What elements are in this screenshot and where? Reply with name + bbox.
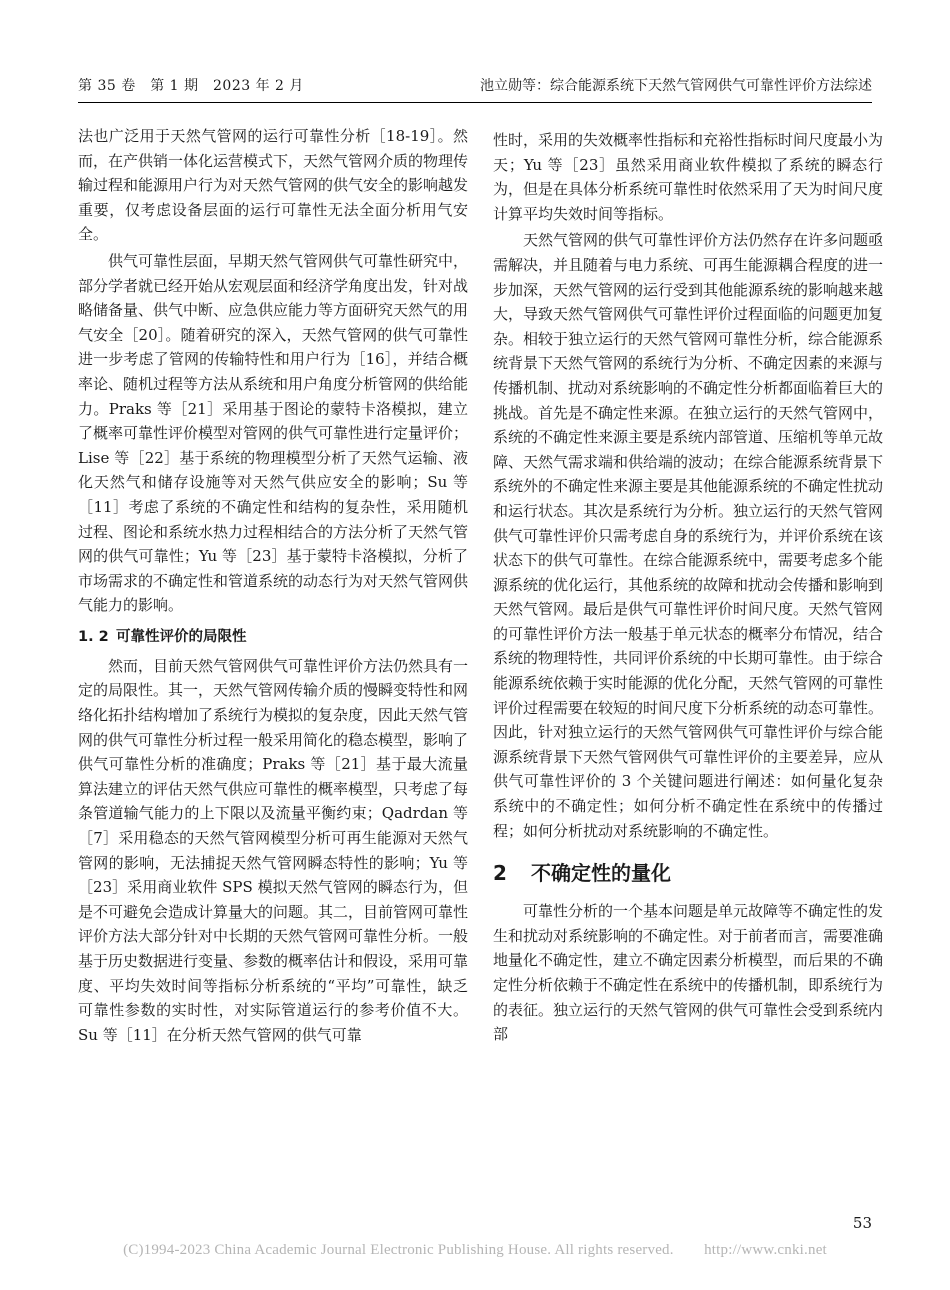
journal-issue-info: 第 35 卷 第 1 期 2023 年 2 月 [78, 78, 304, 94]
subsection-heading [78, 626, 468, 648]
subsection-number: 1. 2 [78, 628, 109, 645]
paragraph: 天然气管网的供气可靠性评价方法仍然存在许多问题亟需解决，并且随着与电力系统、可再生能源耦合程度的进一步加深，天然气管网的运行受到其他能源系统的影响越来越大，导致天然气管网供气可靠性评价过程面临的问题更加复杂。相较于独立运行的天然气管网可靠性分析，综合能源系统背景下天然气管网的系统行为分析、不确定因素的来源与传播机制、扰动对系统影响的不确定性分析都面临着巨大的挑战。首先是不确定性来源。在独立运行的天然气管网中，系统的不确定性来源主要是系统内部管道、压缩机等单元故障、天然气需求端和供给端的波动；在综合能源系统背景下系统外的不确定性来源主要是其他能源系统的不确定性扰动和运行状态。其次是系统行为分析。独立运行的天然气管网供气可靠性评价只需考虑自身的系统行为，并评价系统在该状态下的供气可靠性。在综合能源系统中，需要考虑多个能源系统的优化运行，其他系统的故障和扰动会传播和影响到天然气管网。最后是供气可靠性评价时间尺度。天然气管网的可靠性评价方法一般基于单元状态的概率分布情况，结合系统的物理特性，共同评价系统的中长期可靠性。由于综合能源系统依赖于实时能源的优化分配，天然气管网的可靠性评价过程需要在较短的时间尺度下分析系统的动态可靠性。因此，针对独立运行的天然气管网供气可靠性评价与综合能源系统背景下天然气管网供气可靠性评价的主要差异，应从供气可靠性评价的 3 个关键问题进行阐述：如何量化复杂系统中的不确定性；如何分析不确定性在系统中的传播过程；如何分析扰动对系统影响的不确定性。 [493, 231, 884, 840]
page-number: 53 [852, 1214, 872, 1232]
right-column [493, 128, 883, 1047]
paragraph: 可靠性分析的一个基本问题是单元故障等不确定性的发生和扰动对系统影响的不确定性。对于前者而言，需要准确地量化不确定性，建立不确定因素分析模型，而后果的不确定性分析依赖于不确定性在系统中的传播机制，即系统行为的表征。独立运行的天然气管网的供气可靠性会受到系统内部 [493, 902, 884, 1044]
copyright-footer: (C)1994-2023 China Academic Journal Electronic Publishing House. All rights reserved. http://www.cnki.net [123, 1242, 827, 1258]
section-number: 2 [493, 861, 507, 886]
running-header [78, 74, 872, 103]
article-running-title: 池立勋等：综合能源系统下天然气管网供气可靠性评价方法综述 [480, 78, 872, 94]
paragraph: 性时，采用的失效概率性指标和充裕性指标时间尺度最小为天；Yu 等［23］虽然采用商业软件模拟了系统的瞬态行为，但是在具体分析系统可靠性时依然采用了天为时间尺度计算平均失效时间等指标。 [493, 131, 884, 223]
paragraph: 供气可靠性层面，早期天然气管网供气可靠性研究中，部分学者就已经开始从宏观层面和经济学角度出发，针对战略储备量、供气中断、应急供应能力等方面研究天然气的用气安全［20］。随着研究的深入，天然气管网的供气可靠性进一步考虑了管网的传输特性和用户行为［16］，并结合概率论、随机过程等方法从系统和用户角度分析管网的供给能力。Praks 等［21］采用基于图论的蒙特卡洛模拟，建立了概率可靠性评价模型对管网的供气可靠性进行定量评价；Lise 等［22］基于系统的物理模型分析了天然气运输、液化天然气和储存设施等对天然气供应安全的影响；Su 等［11］考虑了系统的不确定性和结构的复杂性，采用随机过程、图论和系统水热力过程相结合的方法分析了天然气管网的供气可靠性；Yu 等［23］基于蒙特卡洛模拟，分析了市场需求的不确定性和管道系统的动态行为对天然气管网供气能力的影响。 [78, 251, 469, 615]
section-heading [493, 859, 883, 887]
paragraph: 法也广泛用于天然气管网的运行可靠性分析［18-19］。然而，在产供销一体化运营模式下，天然气管网介质的物理传输过程和能源用户行为对天然气管网的供气安全的影响越发重要，仅考虑设备层面的运行可靠性无法全面分析用气安全。 [78, 127, 469, 244]
left-column [78, 124, 468, 1047]
section-title: 不确定性的量化 [531, 861, 671, 886]
paragraph: 然而，目前天然气管网供气可靠性评价方法仍然具有一定的局限性。其一，天然气管网传输介质的慢瞬变特性和网络化拓扑结构增加了系统行为模拟的复杂度，因此天然气管网的供气可靠性分析过程一般采用简化的稳态模型，影响了供气可靠性分析的准确度；Praks 等［21］基于最大流量算法建立的评估天然气供应可靠性的概率模型，只考虑了每条管道输气能力的上下限以及流量平衡约束；Qadrdan 等［7］采用稳态的天然气管网模型分析可再生能源对天然气管网的影响，无法捕捉天然气管网瞬态特性的影响；Yu 等［23］采用商业软件 SPS 模拟天然气管网的瞬态行为，但是不可避免会造成计算量大的问题。其二，目前管网可靠性评价方法大部分针对中长期的天然气管网可靠性分析。一般基于历史数据进行变量、参数的概率估计和假设，采用可靠度、平均失效时间等指标分析系统的“平均”可靠性，缺乏可靠性参数的实时性，对实际管道运行的参考价值不大。Su 等［11］在分析天然气管网的供气可靠 [78, 656, 469, 1044]
subsection-title: 可靠性评价的局限性 [116, 628, 247, 645]
